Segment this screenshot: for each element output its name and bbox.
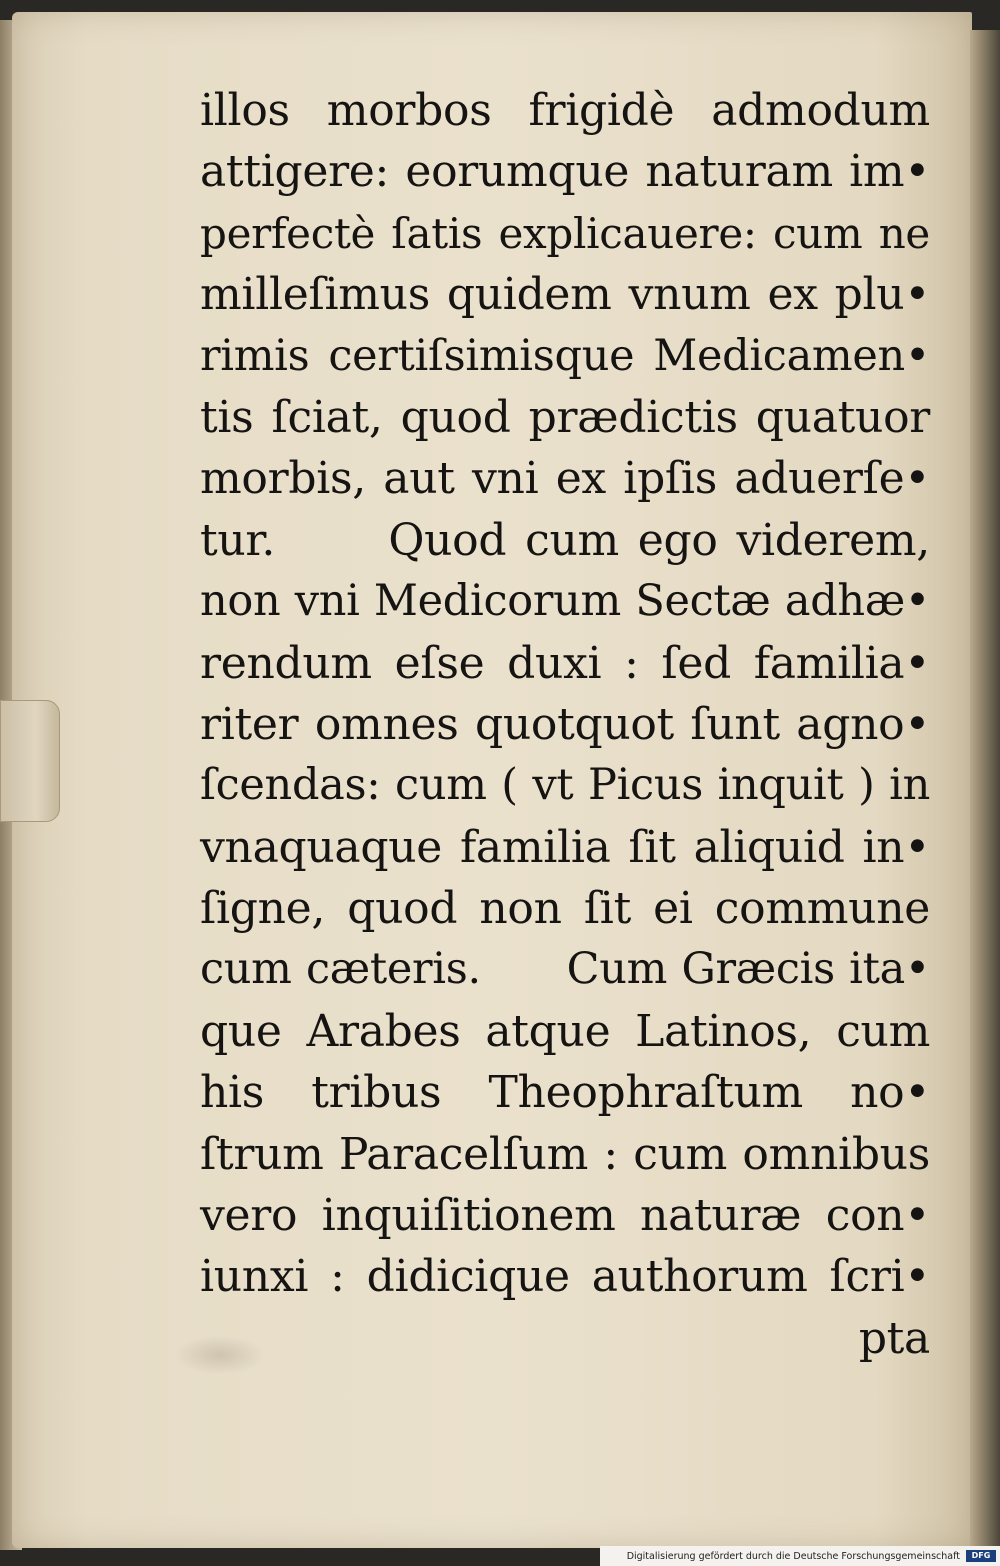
page-tab-marker (0, 700, 60, 822)
text-line: vnaquaque familia ſit aliquid in• (200, 821, 930, 873)
text-line: tur. Quod cum ego viderem, (200, 514, 930, 566)
text-line: ſigne, quod non ſit ei commune (200, 883, 930, 935)
funding-credit: Digitalisierung gefördert durch die Deutsche Forschungsgemeinschaft (626, 1550, 960, 1562)
text-line: non vni Medicorum Sectæ adhæ• (200, 576, 930, 627)
page-fore-edge (970, 30, 1000, 1550)
text-line: rendum eſse duxi : ſed familia• (200, 637, 930, 689)
text-line: iunxi : didicique authorum ſcri• (200, 1251, 930, 1303)
text-line: his tribus Theophraſtum no• (200, 1067, 930, 1119)
text-line: tis ſciat, quod prædictis quatuor (200, 391, 930, 443)
text-line: morbis, aut vni ex ipſis aduerſe• (200, 453, 930, 505)
catchword: pta (858, 1312, 930, 1364)
text-line: attigere: eorumque naturam im• (200, 146, 930, 198)
text-line: riter omnes quotquot ſunt agno• (200, 698, 930, 750)
digitization-footer (600, 1546, 1000, 1566)
text-line: milleſimus quidem vnum ex plu• (200, 269, 930, 321)
text-line: cum cæteris. Cum Græcis ita• (200, 944, 930, 995)
text-line: perfectè ſatis explicauere: cum ne (200, 208, 930, 258)
text-line: ſcendas: cum ( vt Picus inquit ) in (200, 760, 930, 811)
text-line: illos morbos frigidè admodum (200, 85, 930, 136)
body-text (200, 80, 930, 1369)
text-line: que Arabes atque Latinos, cum (200, 1005, 930, 1057)
text-line: vero inquiſitionem naturæ con• (200, 1190, 930, 1242)
dfg-logo-icon: DFG (966, 1550, 996, 1562)
text-line: ſtrum Paracelſum : cum omnibus (200, 1128, 930, 1180)
text-line: rimis certiſsimisque Medicamen• (200, 330, 930, 381)
